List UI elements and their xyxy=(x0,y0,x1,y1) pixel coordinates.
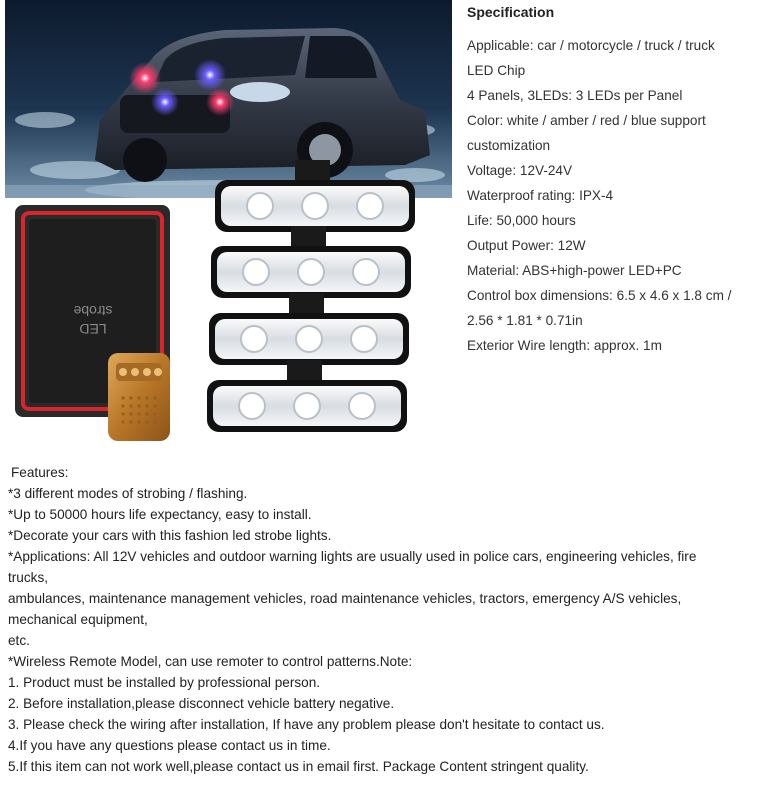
spec-line: customization xyxy=(467,138,551,153)
spec-line: Exterior Wire length: approx. 1m xyxy=(467,338,662,353)
spec-line: Waterproof rating: IPX-4 xyxy=(467,188,614,203)
feature-line: *Up to 50000 hours life expectancy, easy to install. xyxy=(8,507,312,522)
spec-line: Material: ABS+high-power LED+PC xyxy=(467,263,682,278)
spec-line: Voltage: 12V-24V xyxy=(467,163,573,178)
spec-line: Color: white / amber / red / blue support xyxy=(467,113,706,128)
box-label-strobe: strobe xyxy=(73,303,113,319)
spec-line: 2.56 * 1.81 * 0.71in xyxy=(467,313,583,328)
feature-line: 2. Before installation,please disconnect vehicle battery negative. xyxy=(8,696,395,711)
features-heading: Features: xyxy=(11,465,69,480)
feature-line: 1. Product must be installed by professional person. xyxy=(8,675,321,690)
feature-line: etc. xyxy=(8,633,30,648)
spec-line: Control box dimensions: 6.5 x 4.6 x 1.8 cm / xyxy=(467,288,732,303)
features-section xyxy=(8,462,773,777)
spec-line: 4 Panels, 3LEDs: 3 LEDs per Panel xyxy=(467,88,683,103)
feature-line: *Decorate your cars with this fashion led strobe lights. xyxy=(8,528,332,543)
feature-line: 5.If this item can not work well,please contact us in email first. Package Content stringent quality. xyxy=(8,759,589,774)
feature-line: *3 different modes of strobing / flashing. xyxy=(8,486,248,501)
spec-line: Output Power: 12W xyxy=(467,238,586,253)
feature-line: *Wireless Remote Model, can use remoter to control patterns.Note: xyxy=(8,654,413,669)
feature-line: 3. Please check the wiring after installation, If have any problem please don't hesitate to contact us. xyxy=(8,717,605,732)
spec-list xyxy=(467,33,731,358)
spec-title: Specification xyxy=(467,4,555,20)
led-panels xyxy=(207,160,415,432)
product-photo xyxy=(5,0,452,447)
feature-line: trucks, xyxy=(8,570,49,585)
spec-line: Life: 50,000 hours xyxy=(467,213,576,228)
feature-line: mechanical equipment, xyxy=(8,612,148,627)
remote-control xyxy=(108,353,170,441)
spec-line: Applicable: car / motorcycle / truck / truck xyxy=(467,38,715,53)
spec-line: LED Chip xyxy=(467,63,526,78)
feature-line: ambulances, maintenance management vehicles, road maintenance vehicles, tractors, emergency A/S vehicles, xyxy=(8,591,682,606)
box-label-led: LED xyxy=(79,321,107,337)
feature-line: *Applications: All 12V vehicles and outdoor warning lights are usually used in police cars, engineering vehicles, fire xyxy=(8,549,697,564)
feature-line: 4.If you have any questions please contact us in time. xyxy=(8,738,331,753)
